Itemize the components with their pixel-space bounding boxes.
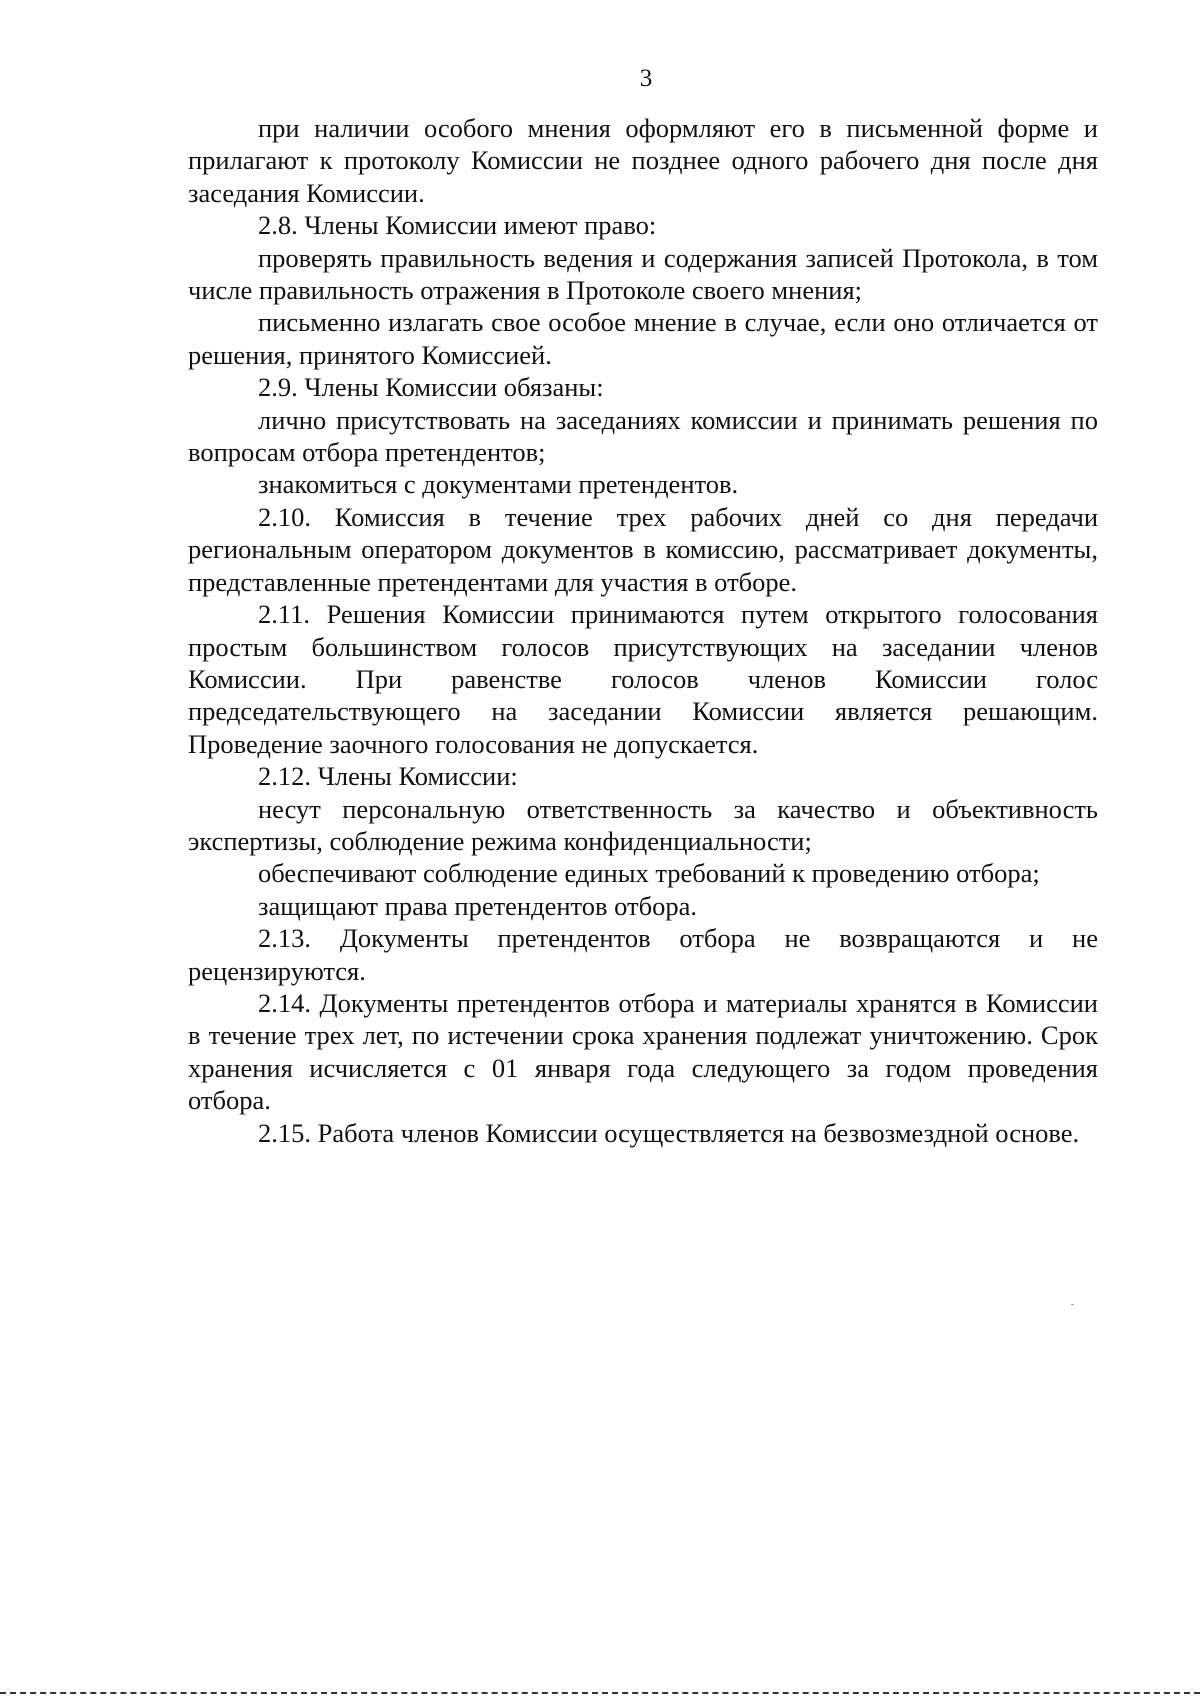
paragraph-2-11: 2.11. Решения Комиссии принимаются путем открытого голосования простым большинством голосов присутствующих на заседании членов Комиссии. При равенстве голосов членов Комиссии голос председательствующего на заседании Комиссии является решающим. Проведение заочного голосования не допускается. xyxy=(188,599,1098,759)
paragraph-2-10: 2.10. Комиссия в течение трех рабочих дней со дня передачи региональным оператором документов в комиссию, рассматривает документы, представленные претендентами для участия в отборе. xyxy=(188,501,1098,597)
paragraph-check-protocol: проверять правильность ведения и содержания записей Протокола, в том числе правильность отражения в Протоколе своего мнения; xyxy=(188,242,1098,306)
paragraph-2-13: 2.13. Документы претендентов отбора не возвращаются и не рецензируются. xyxy=(188,923,1098,986)
paragraph-responsibility: несут персональную ответственность за качество и объективность экспертизы, соблюдение режима конфиденциальности; xyxy=(188,793,1098,856)
document-body xyxy=(188,112,1098,1149)
paragraph-protect-rights: защищают права претендентов отбора. xyxy=(258,890,697,921)
page-number: 3 xyxy=(639,65,653,92)
paragraph-uniform-requirements: обеспечивают соблюдение единых требований к проведению отбора; xyxy=(258,858,1040,889)
paragraph-review-documents: знакомиться с документами претендентов. xyxy=(258,469,739,500)
paragraph-2-15: 2.15. Работа членов Комиссии осуществляется на безвозмездной основе. xyxy=(258,1117,1080,1148)
paragraph-2-9-heading: 2.9. Члены Комиссии обязаны: xyxy=(258,372,604,403)
paragraph-write-opinion: письменно излагать свое особое мнение в случае, если оно отличается от решения, принятого Комиссией. xyxy=(188,307,1098,370)
scan-speck xyxy=(1071,1304,1074,1305)
bottom-edge-rule xyxy=(0,1692,1200,1694)
paragraph-2-14: 2.14. Документы претендентов отбора и материалы хранятся в Комиссии в течение трех лет, по истечении срока хранения подлежат уничтожению. Срок хранения исчисляется с 01 января года следующего за годом проведения отбора. xyxy=(188,987,1098,1116)
paragraph-2-12-heading: 2.12. Члены Комиссии: xyxy=(258,761,518,792)
paragraph-attend-meetings: лично присутствовать на заседаниях комиссии и принимать решения по вопросам отбора претендентов; xyxy=(188,404,1098,468)
paragraph-special-opinion: при наличии особого мнения оформляют его в письменной форме и прилагают к протоколу Комиссии не позднее одного рабочего дня после дня заседания Комиссии. xyxy=(188,113,1098,208)
paragraph-2-8-heading: 2.8. Члены Комиссии имеют право: xyxy=(258,210,657,241)
